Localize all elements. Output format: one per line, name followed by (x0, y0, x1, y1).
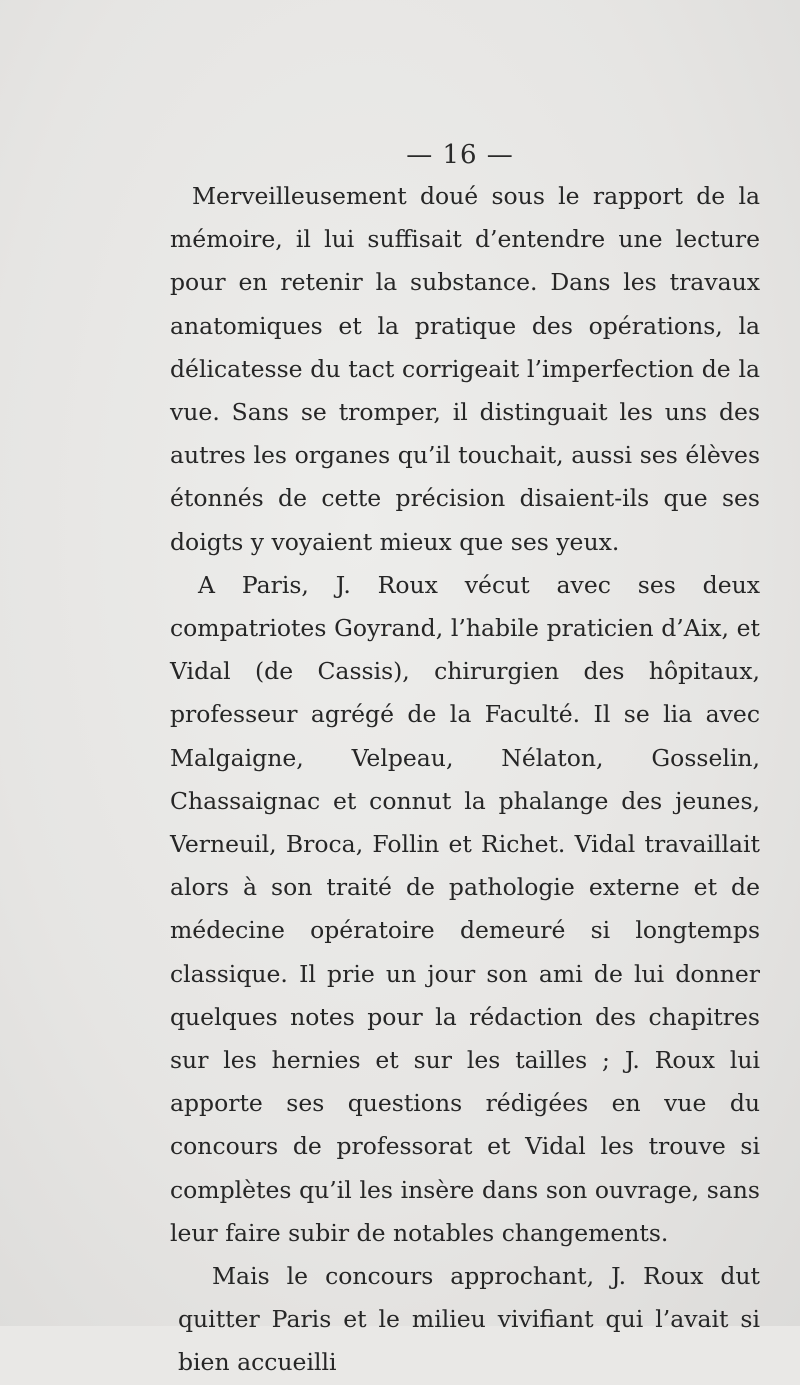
paragraph-1: Merveilleusement doué sous le rapport de la mémoire, il lui suffisait d’entendre une lecture pour en retenir la substance. Dans les travaux anatomiques et la pratique des opérations, la délicatesse du tact corrigeait l’imperfection de la vue. Sans se tromper, il distinguait les uns des autres les organes qu’il touchait, aussi ses élèves étonnés de cette précision disaient-ils que ses doigts y voyaient mieux que ses yeux. (170, 182, 760, 556)
page-number: — 16 — (406, 140, 514, 170)
paragraph-3: Mais le concours approchant, J. Roux dut quitter Paris et le milieu vivifiant qui l’avait si bien accueilli (178, 1262, 760, 1377)
paragraph-2: A Paris, J. Roux vécut avec ses deux compatriotes Goyrand, l’habile praticien d’Aix, et Vidal (de Cassis), chirurgien des hôpitaux, professeur agrégé de la Faculté. Il se lia avec Malgaigne, Velpeau, Nélaton, Gosselin, Chassaignac et connut la phalange des jeunes, Verneuil, Broca, Follin et Richet. Vidal travaillait alors à son traité de pathologie externe et de médecine opératoire demeuré si longtemps classique. Il prie un jour son ami de lui donner quelques notes pour la rédaction des chapitres sur les hernies et sur les tailles ; J. Roux lui apporte ses questions rédigées en vue du concours de professorat et Vidal les trouve si complètes qu’il les insère dans son ouvrage, sans leur faire subir de notables changements. (170, 570, 760, 1247)
body-text (170, 175, 760, 1385)
